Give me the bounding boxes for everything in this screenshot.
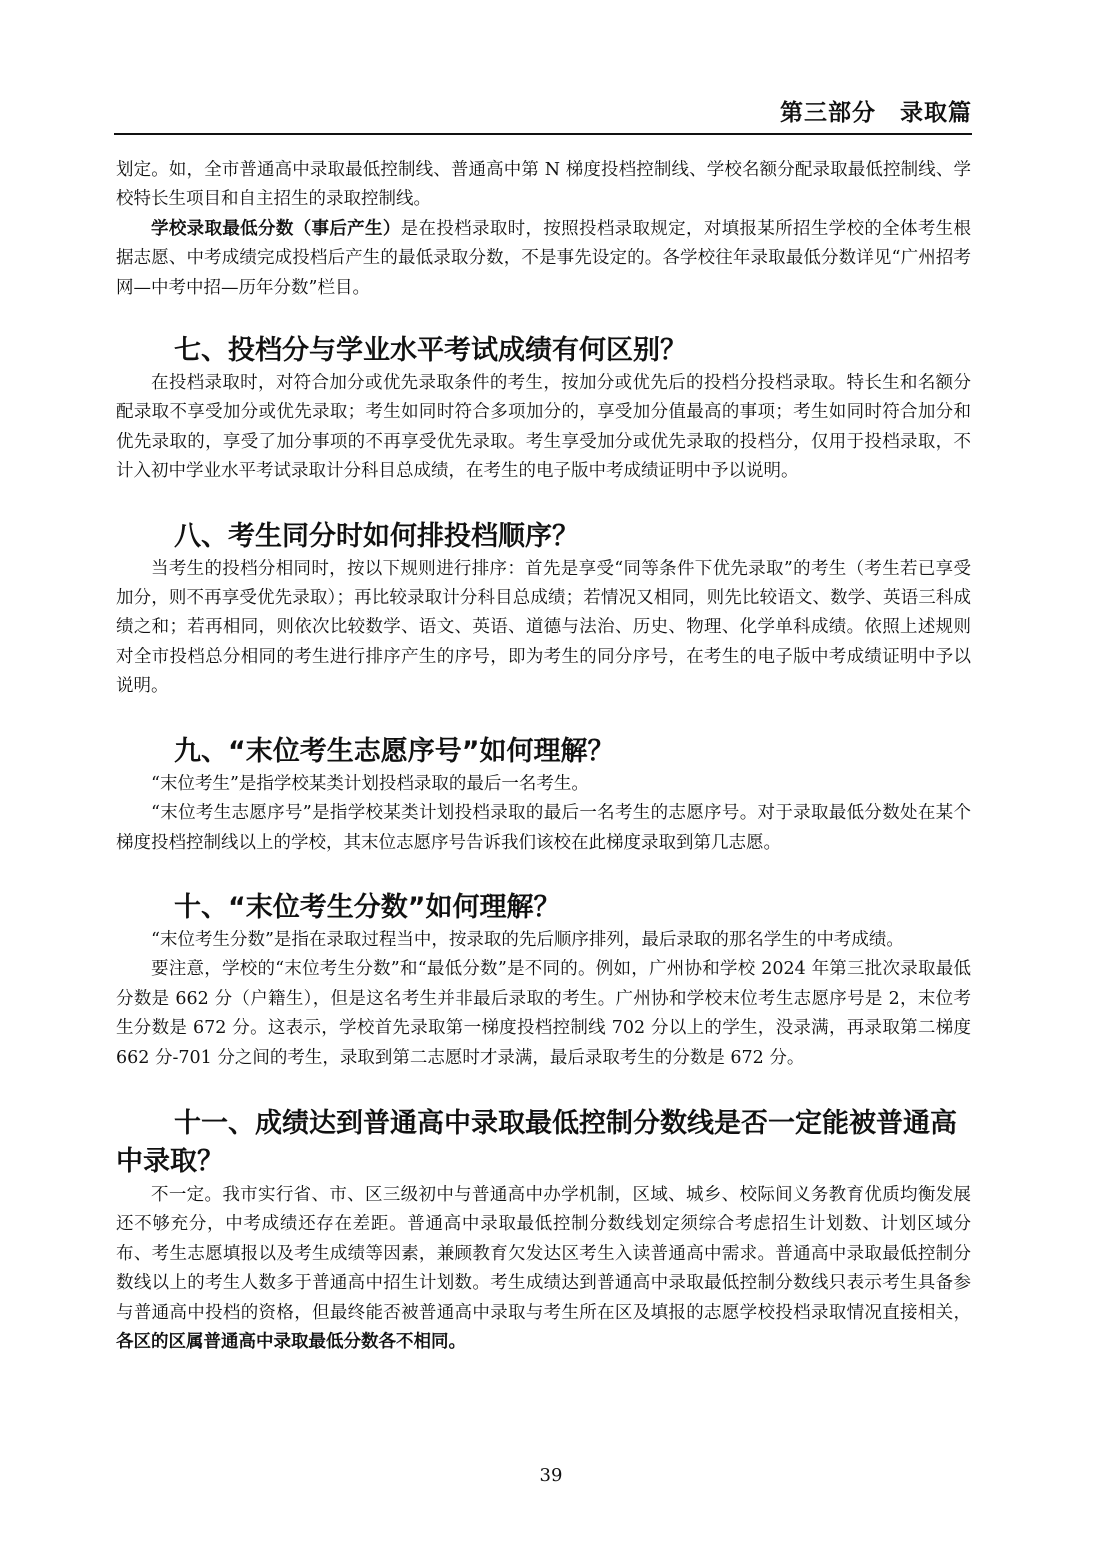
spacer xyxy=(116,1073,971,1105)
section-10-heading: 十、“末位考生分数”如何理解？ xyxy=(174,891,561,923)
spacer xyxy=(116,303,971,333)
section-10-paragraph-2: 要注意，学校的“末位考生分数”和“最低分数”是不同的。例如，广州协和学校 2024 年第三批次录取最低分数是 662 分（户籍生），但是这名考生并非最后录取的考生。广州协和学校末位考生志愿序号是 2，末位考生分数是 672 分。这表示，学校首先录取第一梯度投档控制线 702 分以上的学生，没录满，再录取第二梯度 662 分-701 分之间的考生，录取到第二志愿时才录满，最后录取考生的分数是 672 分。 xyxy=(116,959,971,1068)
intro-paragraph-1: 划定。如，全市普通高中录取最低控制线、普通高中第 N 梯度投档控制线、学校名额分配录取最低控制线、学校特长生项目和自主招生的录取控制线。 xyxy=(116,160,971,210)
section-10-paragraph-1: “末位考生分数”是指在录取过程当中，按录取的先后顺序排列，最后录取的那名学生的中考成绩。 xyxy=(151,929,904,950)
section-11-paragraph-1 xyxy=(116,1181,971,1357)
section-8-paragraph-1: 当考生的投档分相同时，按以下规则进行排序：首先是享受“同等条件下优先录取”的考生（考生若已享受加分，则不再享受优先录取）；再比较录取计分科目总成绩；若情况又相同，则先比较语文、数学、英语三科成绩之和；若再相同，则依次比较数学、语文、英语、道德与法治、历史、物理、化学单科成绩。依照上述规则对全市投档总分相同的考生进行排序产生的序号，即为考生的同分序号，在考生的电子版中考成绩证明中予以说明。 xyxy=(116,558,971,697)
section-9-heading: 九、“末位考生志愿序号”如何理解？ xyxy=(174,735,615,767)
page-number: 39 xyxy=(539,1465,563,1486)
spacer xyxy=(116,858,971,890)
section-11-paragraph-text: 不一定。我市实行省、市、区三级初中与普通高中办学机制，区域、城乡、校际间义务教育优质均衡发展还不够充分，中考成绩还存在差距。普通高中录取最低控制分数线划定须综合考虑招生计划数、计划区域分布、考生志愿填报以及考生成绩等因素，兼顾教育欠发达区考生入读普通高中需求。普通高中录取最低控制分数线以上的考生人数多于普通高中招生计划数。考生成绩达到普通高中录取最低控制分数线只表示考生具备参与普通高中投档的资格，但最终能否被普通高中录取与考生所在区及填报的志愿学校投档录取情况直接相关， xyxy=(116,1184,971,1323)
section-8-heading: 八、考生同分时如何排投档顺序？ xyxy=(174,520,579,552)
section-9-paragraph-1: “末位考生”是指学校某类计划投档录取的最后一名考生。 xyxy=(151,773,589,794)
spacer xyxy=(116,702,971,734)
intro-paragraph-2-text: 是在投档录取时，按照投档录取规定，对填报某所招生学校的全体考生根据志愿、中考成绩完成投档后产生的最低录取分数，不是事先设定的。各学校往年录取最低分数详见“广州招考网—中考中招—历年分数”栏目。 xyxy=(116,218,972,298)
intro-paragraph-2 xyxy=(116,215,971,303)
section-9-paragraph-2: “末位考生志愿序号”是指学校某类计划投档录取的最后一名考生的志愿序号。对于录取最低分数处在某个梯度投档控制线以上的学校，其末位志愿序号告诉我们该校在此梯度录取到第几志愿。 xyxy=(116,803,971,853)
intro-bold-term: 学校录取最低分数（事后产生） xyxy=(151,218,401,239)
page-content xyxy=(116,156,971,1357)
spacer xyxy=(116,487,971,519)
section-11-bold-conclusion: 各区的区属普通高中录取最低分数各不相同。 xyxy=(116,1331,466,1352)
header-rule xyxy=(114,133,972,135)
running-header: 第三部分 录取篇 xyxy=(780,100,972,126)
section-7-paragraph-1: 在投档录取时，对符合加分或优先录取条件的考生，按加分或优先后的投档分投档录取。特长生和名额分配录取不享受加分或优先录取；考生如同时符合多项加分的，享受加分值最高的事项；考生如同时符合加分和优先录取的，享受了加分事项的不再享受优先录取。考生享受加分或优先录取的投档分，仅用于投档录取，不计入初中学业水平考试录取计分科目总成绩，在考生的电子版中考成绩证明中予以说明。 xyxy=(116,373,971,482)
section-11-heading: 十一、成绩达到普通高中录取最低控制分数线是否一定能被普通高中录取？ xyxy=(116,1107,957,1177)
section-7-heading: 七、投档分与学业水平考试成绩有何区别？ xyxy=(174,335,687,367)
